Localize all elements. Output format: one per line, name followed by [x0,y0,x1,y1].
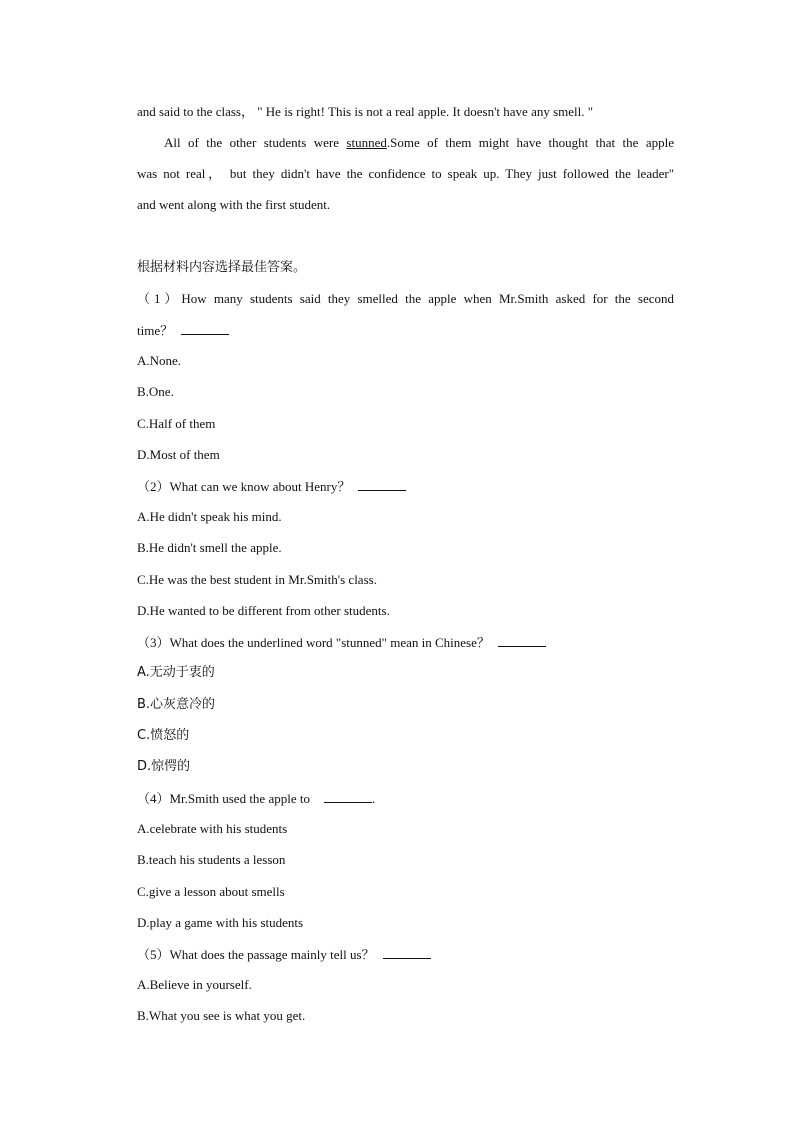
passage-line: and went along with the first student. [137,197,331,212]
question-2-label: （2）What can we know about Henry？ [137,479,351,494]
passage-text: All of the other students were [164,135,347,150]
option: B.One. [137,384,174,399]
question-4-period: . [371,791,376,806]
option: A.None. [137,353,182,368]
question-1-tail: time？ [137,323,174,338]
option: D.惊愕的 [137,759,191,774]
option: C.愤怒的 [137,728,190,743]
question-1-text: （1）How many students said they smelled the apple when Mr.Smith asked for the second [137,291,674,306]
question-4-text [137,790,674,807]
passage-line [164,135,674,151]
option: A.无动于衷的 [137,665,215,680]
instruction-text: 根据材料内容选择最佳答案。 [137,260,307,275]
option: A.Believe in yourself. [137,977,252,992]
option: C.give a lesson about smells [137,884,285,899]
question-1-text-cont [137,322,674,339]
passage-text: .Some of them might have thought that the apple [386,135,675,150]
option: B.心灰意冷的 [137,697,216,712]
question-3-text [137,634,674,651]
option: D.Most of them [137,447,220,462]
answer-blank[interactable] [358,478,406,491]
answer-blank[interactable] [383,946,431,959]
option: B.What you see is what you get. [137,1008,306,1023]
underlined-word: stunned [346,135,387,150]
question-4-label: （4）Mr.Smith used the apple to [137,791,310,806]
question-5-text [137,946,674,963]
option: A.He didn't speak his mind. [137,509,282,524]
option: C.He was the best student in Mr.Smith's class. [137,572,377,587]
option: B.teach his students a lesson [137,852,286,867]
option: D.play a game with his students [137,915,304,930]
option: C.Half of them [137,416,216,431]
passage-line: was not real， but they didn't have the confidence to speak up. They just followed the leader" [137,166,674,181]
answer-blank[interactable] [498,634,546,647]
answer-blank[interactable] [324,790,372,803]
passage-line: and said to the class， " He is right! This is not a real apple. It doesn't have any smell. " [137,104,594,119]
option: A.celebrate with his students [137,821,288,836]
question-2-text [137,478,674,495]
question-5-label: （5）What does the passage mainly tell us？ [137,947,375,962]
question-3-label: （3）What does the underlined word "stunned" mean in Chinese？ [137,635,490,650]
answer-blank[interactable] [181,322,229,335]
option: D.He wanted to be different from other students. [137,603,390,618]
option: B.He didn't smell the apple. [137,540,282,555]
